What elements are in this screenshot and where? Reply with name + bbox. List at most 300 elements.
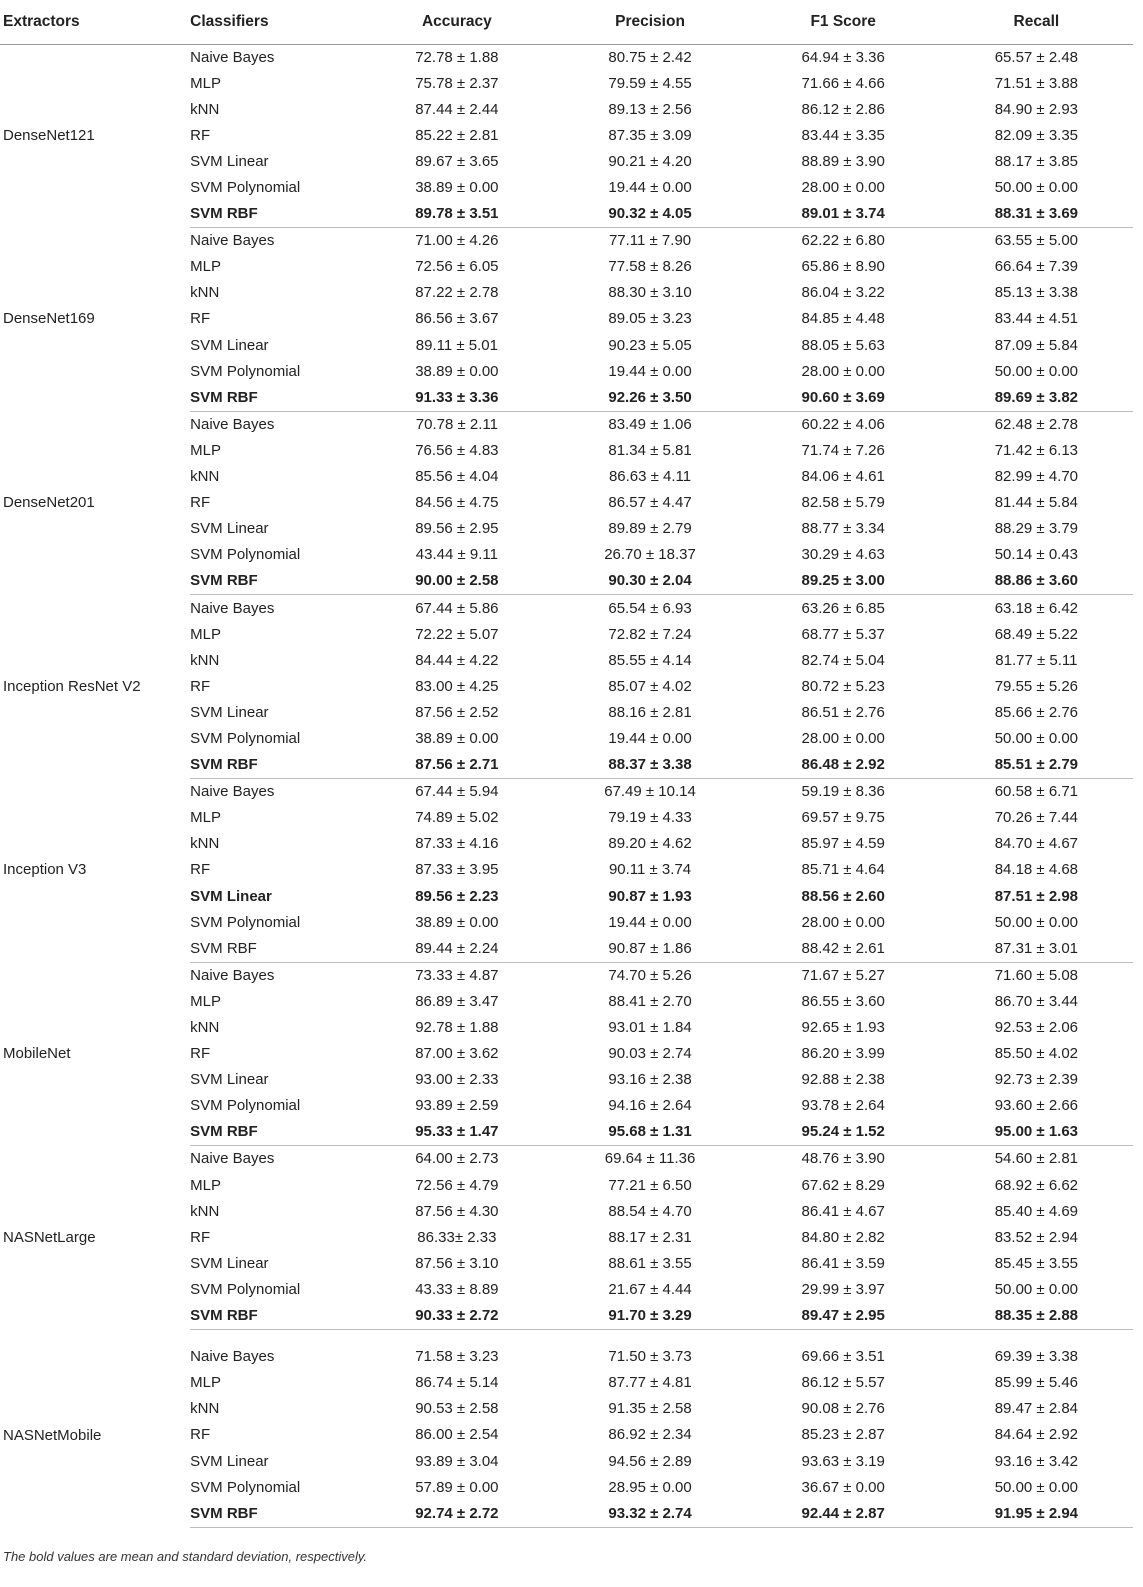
precision-cell: 94.56 ± 2.89	[608, 1452, 692, 1470]
recall-cell: 62.48 ± 2.78	[994, 415, 1079, 433]
classifier-cell: Naive Bayes	[190, 783, 275, 801]
accuracy-cell: 90.00 ± 2.58	[360, 568, 553, 595]
f1-score-cell: 88.42 ± 2.61	[747, 936, 940, 963]
f1-score-cell: 67.62 ± 8.29	[801, 1176, 885, 1194]
classifier-cell: MLP	[190, 992, 221, 1010]
classifier-cell: SVM Linear	[190, 887, 272, 905]
classifier-cell: RF	[190, 677, 211, 695]
group-spacer	[0, 1330, 1133, 1345]
recall-cell: 82.99 ± 4.70	[994, 468, 1079, 486]
f1-score-cell: 84.06 ± 4.61	[801, 468, 885, 486]
accuracy-cell: 38.89 ± 0.00	[415, 729, 499, 747]
accuracy-cell: 43.44 ± 9.11	[415, 546, 498, 564]
f1-score-cell: 48.76 ± 3.90	[801, 1150, 885, 1168]
precision-cell: 93.01 ± 1.84	[608, 1019, 692, 1037]
classifier-cell: SVM RBF	[190, 1119, 360, 1146]
recall-cell: 50.14 ± 0.43	[994, 546, 1079, 564]
f1-score-cell: 88.56 ± 2.60	[801, 887, 885, 905]
table-footnote: The bold values are mean and standard deviation, respectively.	[3, 1549, 367, 1564]
classifier-cell: SVM RBF	[190, 752, 360, 779]
accuracy-cell: 89.44 ± 2.24	[360, 936, 553, 963]
recall-cell: 88.29 ± 3.79	[994, 520, 1079, 538]
precision-cell: 92.26 ± 3.50	[553, 385, 746, 412]
classifier-cell: kNN	[190, 651, 220, 669]
accuracy-cell: 90.53 ± 2.58	[415, 1400, 499, 1418]
accuracy-cell: 76.56 ± 4.83	[415, 441, 499, 459]
recall-cell: 87.31 ± 3.01	[940, 936, 1133, 963]
recall-cell: 68.92 ± 6.62	[994, 1176, 1079, 1194]
table-row	[0, 1146, 1133, 1173]
classifier-cell: MLP	[190, 1374, 221, 1392]
accuracy-cell: 57.89 ± 0.00	[415, 1478, 499, 1496]
precision-cell: 65.54 ± 6.93	[608, 599, 692, 617]
recall-cell: 63.55 ± 5.00	[994, 232, 1079, 250]
recall-cell: 87.51 ± 2.98	[994, 887, 1079, 905]
f1-score-cell: 63.26 ± 6.85	[801, 599, 885, 617]
table-row	[0, 44, 1133, 71]
precision-cell: 90.30 ± 2.04	[553, 568, 746, 595]
precision-cell: 79.59 ± 4.55	[608, 74, 692, 92]
accuracy-cell: 43.33 ± 8.89	[415, 1280, 499, 1298]
precision-cell: 90.03 ± 2.74	[608, 1045, 692, 1063]
classifier-cell: kNN	[190, 1400, 220, 1418]
precision-cell: 79.19 ± 4.33	[608, 809, 692, 827]
f1-score-cell: 86.48 ± 2.92	[747, 752, 940, 779]
recall-cell: 85.51 ± 2.79	[940, 752, 1133, 779]
classifier-cell: Naive Bayes	[190, 415, 275, 433]
recall-cell: 68.49 ± 5.22	[994, 625, 1079, 643]
f1-score-cell: 69.57 ± 9.75	[801, 809, 885, 827]
precision-cell: 80.75 ± 2.42	[608, 48, 692, 66]
recall-cell: 79.55 ± 5.26	[994, 677, 1079, 695]
accuracy-cell: 85.22 ± 2.81	[415, 126, 499, 144]
f1-score-cell: 71.74 ± 7.26	[801, 441, 885, 459]
classifier-cell: SVM Polynomial	[190, 362, 301, 380]
classifier-cell: SVM RBF	[190, 1501, 360, 1528]
classifier-cell: RF	[190, 1045, 211, 1063]
precision-cell: 86.92 ± 2.34	[608, 1426, 692, 1444]
recall-cell: 88.86 ± 3.60	[940, 568, 1133, 595]
classifier-cell: SVM RBF	[190, 1303, 360, 1330]
classifier-cell: RF	[190, 1228, 211, 1246]
accuracy-cell: 90.33 ± 2.72	[360, 1303, 553, 1330]
recall-cell: 85.66 ± 2.76	[994, 703, 1079, 721]
precision-cell: 93.16 ± 2.38	[608, 1071, 692, 1089]
recall-cell: 85.45 ± 3.55	[994, 1254, 1079, 1272]
f1-score-cell: 85.97 ± 4.59	[801, 835, 885, 853]
accuracy-cell: 89.78 ± 3.51	[360, 201, 553, 228]
precision-cell: 90.11 ± 3.74	[608, 861, 692, 879]
precision-cell: 89.05 ± 3.23	[608, 310, 692, 328]
f1-score-cell: 29.99 ± 3.97	[801, 1280, 885, 1298]
accuracy-cell: 74.89 ± 5.02	[415, 809, 499, 827]
accuracy-cell: 70.78 ± 2.11	[415, 415, 498, 433]
recall-cell: 65.57 ± 2.48	[994, 48, 1079, 66]
precision-cell: 85.07 ± 4.02	[608, 677, 692, 695]
recall-cell: 84.64 ± 2.92	[994, 1426, 1079, 1444]
precision-cell: 88.30 ± 3.10	[608, 284, 692, 302]
table-row	[0, 962, 1133, 989]
classifier-cell: kNN	[190, 1019, 220, 1037]
accuracy-cell: 72.56 ± 6.05	[415, 258, 499, 276]
precision-cell: 67.49 ± 10.14	[604, 783, 696, 801]
f1-score-cell: 93.78 ± 2.64	[801, 1097, 885, 1115]
f1-score-cell: 86.51 ± 2.76	[801, 703, 885, 721]
recall-cell: 50.00 ± 0.00	[994, 913, 1079, 931]
accuracy-cell: 67.44 ± 5.94	[415, 783, 499, 801]
accuracy-cell: 38.89 ± 0.00	[415, 362, 499, 380]
precision-cell: 19.44 ± 0.00	[608, 913, 692, 931]
classifier-cell: SVM Linear	[190, 703, 269, 721]
precision-cell: 86.57 ± 4.47	[608, 494, 692, 512]
precision-cell: 19.44 ± 0.00	[608, 729, 692, 747]
precision-cell: 88.16 ± 2.81	[608, 703, 692, 721]
classifier-cell: SVM Linear	[190, 336, 269, 354]
f1-score-cell: 84.80 ± 2.82	[801, 1228, 885, 1246]
recall-cell: 71.42 ± 6.13	[994, 441, 1079, 459]
f1-score-cell: 59.19 ± 8.36	[801, 783, 885, 801]
f1-score-cell: 86.55 ± 3.60	[801, 992, 885, 1010]
classifier-cell: SVM RBF	[190, 936, 360, 963]
extractor-cell: NASNetLarge	[3, 1228, 96, 1246]
table-row	[0, 411, 1133, 438]
precision-cell: 19.44 ± 0.00	[608, 179, 692, 197]
f1-score-cell: 28.00 ± 0.00	[801, 179, 885, 197]
precision-cell: 21.67 ± 4.44	[608, 1280, 692, 1298]
accuracy-cell: 86.74 ± 5.14	[415, 1374, 499, 1392]
recall-cell: 66.64 ± 7.39	[994, 258, 1079, 276]
f1-score-cell: 80.72 ± 5.23	[801, 677, 885, 695]
recall-cell: 50.00 ± 0.00	[994, 179, 1079, 197]
accuracy-cell: 95.33 ± 1.47	[360, 1119, 553, 1146]
accuracy-cell: 87.56 ± 2.52	[415, 703, 499, 721]
accuracy-cell: 72.56 ± 4.79	[415, 1176, 499, 1194]
accuracy-cell: 86.33± 2.33	[417, 1228, 497, 1246]
accuracy-cell: 73.33 ± 4.87	[415, 966, 499, 984]
f1-score-cell: 65.86 ± 8.90	[801, 258, 885, 276]
precision-cell: 87.35 ± 3.09	[608, 126, 692, 144]
classifier-cell: MLP	[190, 258, 221, 276]
recall-cell: 87.09 ± 5.84	[994, 336, 1079, 354]
f1-score-cell: 86.12 ± 5.57	[801, 1374, 885, 1392]
classifier-cell: kNN	[190, 835, 220, 853]
f1-score-cell: 89.01 ± 3.74	[747, 201, 940, 228]
f1-score-cell: 36.67 ± 0.00	[801, 1478, 885, 1496]
recall-cell: 60.58 ± 6.71	[994, 783, 1079, 801]
accuracy-cell: 87.56 ± 3.10	[415, 1254, 499, 1272]
classifier-cell: RF	[190, 494, 211, 512]
precision-cell: 91.35 ± 2.58	[608, 1400, 692, 1418]
spacer-cell	[0, 1330, 1133, 1345]
recall-cell: 93.16 ± 3.42	[994, 1452, 1079, 1470]
accuracy-cell: 93.00 ± 2.33	[415, 1071, 499, 1089]
f1-score-cell: 88.77 ± 3.34	[801, 520, 885, 538]
classifier-cell: kNN	[190, 100, 220, 118]
f1-score-cell: 71.66 ± 4.66	[801, 74, 885, 92]
header-classifiers: Classifiers	[190, 0, 360, 44]
header-extractors: Extractors	[0, 0, 190, 44]
recall-cell: 88.17 ± 3.85	[994, 152, 1079, 170]
f1-score-cell: 86.20 ± 3.99	[801, 1045, 885, 1063]
accuracy-cell: 85.56 ± 4.04	[415, 468, 499, 486]
header-precision: Precision	[553, 0, 746, 44]
accuracy-cell: 87.22 ± 2.78	[415, 284, 499, 302]
precision-cell: 88.37 ± 3.38	[553, 752, 746, 779]
classifier-cell: RF	[190, 310, 211, 328]
recall-cell: 89.47 ± 2.84	[994, 1400, 1079, 1418]
precision-cell: 93.32 ± 2.74	[553, 1501, 746, 1528]
classifier-cell: Naive Bayes	[190, 232, 275, 250]
recall-cell: 84.90 ± 2.93	[994, 100, 1079, 118]
extractor-cell: MobileNet	[3, 1045, 71, 1063]
precision-cell: 19.44 ± 0.00	[608, 362, 692, 380]
precision-cell: 88.41 ± 2.70	[608, 992, 692, 1010]
precision-cell: 69.64 ± 11.36	[604, 1150, 696, 1168]
f1-score-cell: 85.23 ± 2.87	[801, 1426, 885, 1444]
accuracy-cell: 87.44 ± 2.44	[415, 100, 499, 118]
f1-score-cell: 88.05 ± 5.63	[801, 336, 885, 354]
classifier-cell: RF	[190, 126, 211, 144]
recall-cell: 93.60 ± 2.66	[994, 1097, 1079, 1115]
extractor-cell: Inception V3	[3, 861, 87, 879]
classifier-cell: Naive Bayes	[190, 966, 275, 984]
classifier-cell: MLP	[190, 74, 221, 92]
accuracy-cell: 64.00 ± 2.73	[415, 1150, 499, 1168]
recall-cell: 84.70 ± 4.67	[994, 835, 1079, 853]
extractor-cell: NASNetMobile	[3, 1426, 102, 1444]
classifier-cell: RF	[190, 861, 211, 879]
classifier-cell: SVM Polynomial	[190, 1280, 301, 1298]
accuracy-cell: 67.44 ± 5.86	[415, 599, 499, 617]
accuracy-cell: 92.78 ± 1.88	[415, 1019, 499, 1037]
recall-cell: 84.18 ± 4.68	[994, 861, 1079, 879]
precision-cell: 77.58 ± 8.26	[608, 258, 692, 276]
classifier-cell: SVM Linear	[190, 1071, 269, 1089]
f1-score-cell: 89.47 ± 2.95	[747, 1303, 940, 1330]
recall-cell: 85.13 ± 3.38	[994, 284, 1079, 302]
recall-cell: 69.39 ± 3.38	[994, 1348, 1079, 1366]
recall-cell: 63.18 ± 6.42	[994, 599, 1079, 617]
classifier-cell: Naive Bayes	[190, 1348, 275, 1366]
precision-cell: 89.13 ± 2.56	[608, 100, 692, 118]
extractor-cell: Inception ResNet V2	[3, 677, 141, 695]
table-row	[0, 228, 1133, 255]
accuracy-cell: 89.56 ± 2.23	[415, 887, 499, 905]
f1-score-cell: 92.65 ± 1.93	[801, 1019, 885, 1037]
header-accuracy: Accuracy	[360, 0, 553, 44]
accuracy-cell: 89.11 ± 5.01	[415, 336, 498, 354]
accuracy-cell: 72.22 ± 5.07	[415, 625, 499, 643]
precision-cell: 90.32 ± 4.05	[553, 201, 746, 228]
classifier-cell: SVM Polynomial	[190, 1478, 301, 1496]
f1-score-cell: 68.77 ± 5.37	[801, 625, 885, 643]
accuracy-cell: 87.56 ± 4.30	[415, 1202, 499, 1220]
accuracy-cell: 71.00 ± 4.26	[415, 232, 499, 250]
accuracy-cell: 83.00 ± 4.25	[415, 677, 499, 695]
classifier-cell: kNN	[190, 468, 220, 486]
f1-score-cell: 86.12 ± 2.86	[801, 100, 885, 118]
precision-cell: 90.23 ± 5.05	[608, 336, 692, 354]
precision-cell: 86.63 ± 4.11	[608, 468, 692, 486]
accuracy-cell: 87.33 ± 4.16	[415, 835, 499, 853]
f1-score-cell: 88.89 ± 3.90	[801, 152, 885, 170]
precision-cell: 81.34 ± 5.81	[608, 441, 692, 459]
f1-score-cell: 69.66 ± 3.51	[801, 1348, 885, 1366]
f1-score-cell: 28.00 ± 0.00	[801, 362, 885, 380]
accuracy-cell: 89.67 ± 3.65	[415, 152, 499, 170]
accuracy-cell: 72.78 ± 1.88	[415, 48, 499, 66]
f1-score-cell: 82.58 ± 5.79	[801, 494, 885, 512]
extractor-cell: DenseNet121	[3, 127, 95, 145]
extractor-cell: DenseNet201	[3, 494, 95, 512]
f1-score-cell: 30.29 ± 4.63	[801, 546, 885, 564]
precision-cell: 90.87 ± 1.93	[608, 887, 692, 905]
precision-cell: 72.82 ± 7.24	[608, 625, 692, 643]
classifier-cell: Naive Bayes	[190, 1150, 275, 1168]
accuracy-cell: 87.56 ± 2.71	[360, 752, 553, 779]
classifier-cell: MLP	[190, 441, 221, 459]
table-row	[0, 779, 1133, 806]
accuracy-cell: 84.44 ± 4.22	[415, 651, 499, 669]
header-recall: Recall	[940, 0, 1133, 44]
recall-cell: 88.31 ± 3.69	[940, 201, 1133, 228]
f1-score-cell: 28.00 ± 0.00	[801, 913, 885, 931]
recall-cell: 71.51 ± 3.88	[994, 74, 1079, 92]
f1-score-cell: 83.44 ± 3.35	[801, 126, 885, 144]
table-row	[0, 1344, 1133, 1370]
precision-cell: 88.54 ± 4.70	[608, 1202, 692, 1220]
classifier-cell: Naive Bayes	[190, 48, 275, 66]
accuracy-cell: 87.00 ± 3.62	[415, 1045, 499, 1063]
f1-score-cell: 85.71 ± 4.64	[801, 861, 885, 879]
precision-cell: 90.21 ± 4.20	[608, 152, 692, 170]
recall-cell: 92.73 ± 2.39	[994, 1071, 1079, 1089]
recall-cell: 88.35 ± 2.88	[940, 1303, 1133, 1330]
precision-cell: 77.11 ± 7.90	[608, 232, 692, 250]
precision-cell: 71.50 ± 3.73	[608, 1348, 692, 1366]
precision-cell: 88.17 ± 2.31	[608, 1228, 692, 1246]
header-f1-score: F1 Score	[747, 0, 940, 44]
classifier-cell: MLP	[190, 1176, 221, 1194]
accuracy-cell: 84.56 ± 4.75	[415, 494, 499, 512]
accuracy-cell: 38.89 ± 0.00	[415, 179, 499, 197]
accuracy-cell: 38.89 ± 0.00	[415, 913, 499, 931]
precision-cell: 89.20 ± 4.62	[608, 835, 692, 853]
classifier-cell: SVM Polynomial	[190, 179, 301, 197]
table-body	[0, 44, 1133, 1527]
accuracy-cell: 87.33 ± 3.95	[415, 861, 499, 879]
recall-cell: 81.44 ± 5.84	[994, 494, 1079, 512]
recall-cell: 91.95 ± 2.94	[940, 1501, 1133, 1528]
classifier-cell: SVM Polynomial	[190, 1097, 301, 1115]
f1-score-cell: 86.41 ± 3.59	[801, 1254, 885, 1272]
f1-score-cell: 89.25 ± 3.00	[747, 568, 940, 595]
f1-score-cell: 90.60 ± 3.69	[747, 385, 940, 412]
f1-score-cell: 90.08 ± 2.76	[801, 1400, 885, 1418]
recall-cell: 82.09 ± 3.35	[994, 126, 1079, 144]
recall-cell: 70.26 ± 7.44	[994, 809, 1079, 827]
recall-cell: 71.60 ± 5.08	[994, 966, 1079, 984]
classifier-cell: kNN	[190, 1202, 220, 1220]
table-row	[0, 595, 1133, 622]
recall-cell: 81.77 ± 5.11	[995, 651, 1078, 669]
precision-cell: 83.49 ± 1.06	[608, 415, 692, 433]
accuracy-cell: 86.89 ± 3.47	[415, 992, 499, 1010]
f1-score-cell: 95.24 ± 1.52	[747, 1119, 940, 1146]
classifier-cell: SVM Linear	[190, 520, 269, 538]
precision-cell: 88.61 ± 3.55	[608, 1254, 692, 1272]
f1-score-cell: 60.22 ± 4.06	[801, 415, 885, 433]
recall-cell: 86.70 ± 3.44	[994, 992, 1079, 1010]
accuracy-cell: 75.78 ± 2.37	[415, 74, 499, 92]
f1-score-cell: 84.85 ± 4.48	[801, 310, 885, 328]
accuracy-cell: 86.00 ± 2.54	[415, 1426, 499, 1444]
precision-cell: 87.77 ± 4.81	[608, 1374, 692, 1392]
recall-cell: 50.00 ± 0.00	[994, 729, 1079, 747]
accuracy-cell: 71.58 ± 3.23	[415, 1348, 499, 1366]
accuracy-cell: 93.89 ± 3.04	[415, 1452, 499, 1470]
precision-cell: 77.21 ± 6.50	[608, 1176, 692, 1194]
classifier-cell: Naive Bayes	[190, 599, 275, 617]
f1-score-cell: 86.04 ± 3.22	[801, 284, 885, 302]
classifier-cell: SVM RBF	[190, 385, 360, 412]
classifier-cell: MLP	[190, 625, 221, 643]
classifier-cell: MLP	[190, 809, 221, 827]
precision-cell: 85.55 ± 4.14	[608, 651, 692, 669]
accuracy-cell: 86.56 ± 3.67	[415, 310, 499, 328]
classifier-cell: SVM Polynomial	[190, 913, 301, 931]
recall-cell: 85.50 ± 4.02	[994, 1045, 1079, 1063]
recall-cell: 95.00 ± 1.63	[940, 1119, 1133, 1146]
recall-cell: 83.52 ± 2.94	[994, 1228, 1079, 1246]
classifier-cell: SVM RBF	[190, 201, 360, 228]
recall-cell: 85.40 ± 4.69	[994, 1202, 1079, 1220]
recall-cell: 92.53 ± 2.06	[994, 1019, 1079, 1037]
classifier-cell: SVM Linear	[190, 1452, 269, 1470]
recall-cell: 83.44 ± 4.51	[994, 310, 1079, 328]
recall-cell: 50.00 ± 0.00	[994, 362, 1079, 380]
classifier-cell: SVM Polynomial	[190, 729, 301, 747]
f1-score-cell: 92.44 ± 2.87	[747, 1501, 940, 1528]
precision-cell: 26.70 ± 18.37	[604, 546, 696, 564]
classifier-cell: RF	[190, 1426, 211, 1444]
f1-score-cell: 71.67 ± 5.27	[801, 966, 885, 984]
classifier-cell: SVM RBF	[190, 568, 360, 595]
classifier-cell: SVM Linear	[190, 1254, 269, 1272]
accuracy-cell: 93.89 ± 2.59	[415, 1097, 499, 1115]
table-header	[0, 0, 1133, 44]
f1-score-cell: 82.74 ± 5.04	[801, 651, 885, 669]
classifier-cell: SVM Linear	[190, 152, 269, 170]
accuracy-cell: 91.33 ± 3.36	[360, 385, 553, 412]
recall-cell: 50.00 ± 0.00	[994, 1478, 1079, 1496]
f1-score-cell: 93.63 ± 3.19	[801, 1452, 885, 1470]
precision-cell: 90.87 ± 1.86	[553, 936, 746, 963]
recall-cell: 85.99 ± 5.46	[994, 1374, 1079, 1392]
recall-cell: 89.69 ± 3.82	[940, 385, 1133, 412]
precision-cell: 94.16 ± 2.64	[608, 1097, 692, 1115]
f1-score-cell: 62.22 ± 6.80	[801, 232, 885, 250]
accuracy-cell: 92.74 ± 2.72	[360, 1501, 553, 1528]
f1-score-cell: 92.88 ± 2.38	[801, 1071, 885, 1089]
precision-cell: 74.70 ± 5.26	[608, 966, 692, 984]
f1-score-cell: 64.94 ± 3.36	[801, 48, 885, 66]
recall-cell: 50.00 ± 0.00	[994, 1280, 1079, 1298]
classifier-cell: SVM Polynomial	[190, 546, 301, 564]
precision-cell: 89.89 ± 2.79	[608, 520, 692, 538]
header-row	[0, 0, 1133, 44]
precision-cell: 91.70 ± 3.29	[553, 1303, 746, 1330]
